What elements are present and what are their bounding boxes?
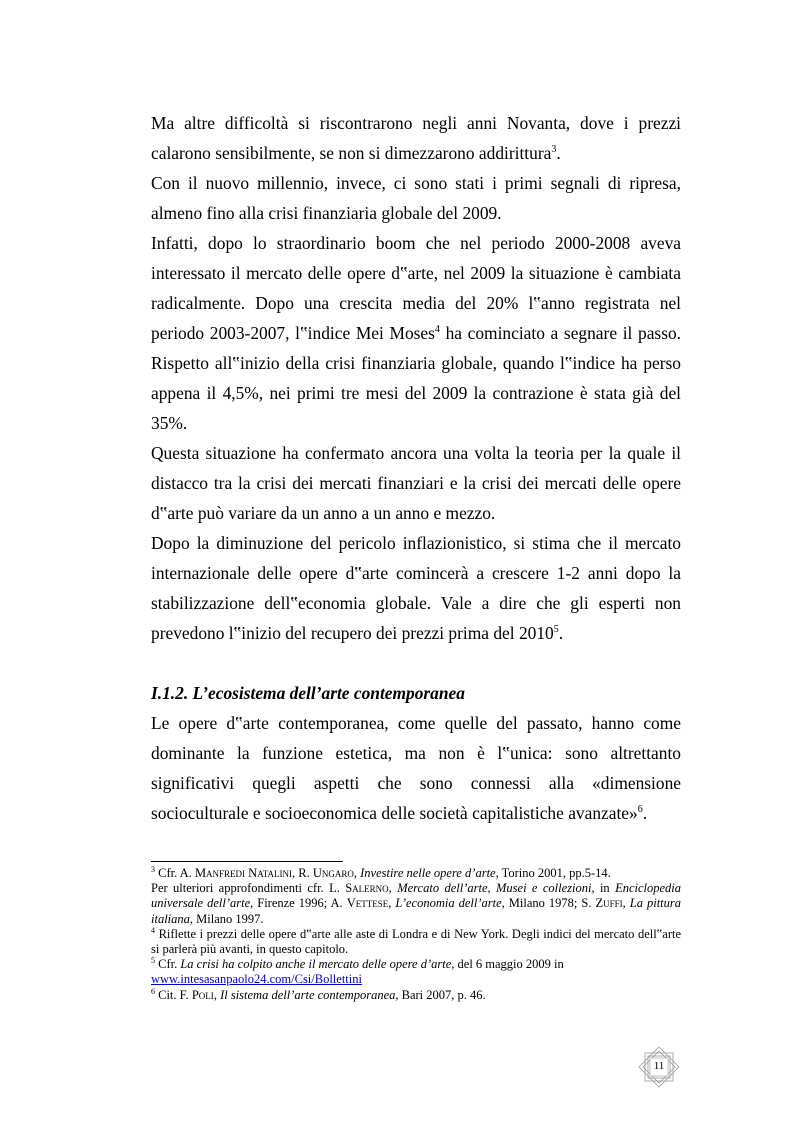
footnote-ref-6[interactable]: 6 [637,804,643,816]
footnotes [151,866,681,1003]
paragraph-2: Con il nuovo millennio, invece, ci sono stati i primi segnali di ripresa, almeno fino alla crisi finanziaria globale del 2009. [151,173,681,223]
footnote-ref-3[interactable]: 3 [551,144,557,156]
footnote-separator [151,861,343,862]
bollettini-link[interactable]: www.intesasanpaolo24.com/Csi/Bollettini [151,972,362,987]
page-number-badge [638,1046,680,1088]
footnote-5: $^5$ Cfr. La crisi ha colpito anche il mercato delle opere d’arte, del 6 maggio 2009 in www.intesasanpaolo24.com/Csi/Bollettini [151,956,564,987]
footnote-6: $^6$ Cit. F. Poli, Il sistema dell’arte contemporanea, Bari 2007, p. 46. [151,986,486,1002]
paragraph-1: Ma altre difficoltà si riscontrarono negli anni Novanta, dove i prezzi calarono sensibilmente, se non si dimezzarono addirittura$^3$. [151,113,681,163]
paragraph-6: Le opere d‟arte contemporanea, come quelle del passato, hanno come dominante la funzione estetica, ma non è l‟unica: sono altrettanto significativi quegli aspetti che sono connessi alla «dimensione socioculturale e socioeconomica delle società capitalistiche avanzate»$^6$. [151,713,681,823]
paragraph-5: Dopo la diminuzione del pericolo inflazionistico, si stima che il mercato internazionale delle opere d‟arte comincerà a crescere 1-2 anni dopo la stabilizzazione dell‟economia globale. Vale a dire che gli esperti non prevedono l‟inizio del recupero dei prezzi prima del 2010$^5$. [151,533,681,643]
footnote-3: $^3$ Cfr. A. Manfredi Natalini, R. Ungaro, Investire nelle opere d’arte, Torino 2001, pp.5-14. Per ulteriori approfondimenti cfr. L. Salerno, Mercato dell’arte, Musei e collezioni, in Enciclopedia universale dell’arte, Firenze 1996; A. Vettese, L’economia dell’arte, Milano 1978; S. Zuffi, La pittura italiana, Milano 1997. [151,864,682,926]
paragraph-3: Infatti, dopo lo straordinario boom che nel periodo 2000-2008 aveva interessato il mercato delle opere d‟arte, nel 2009 la situazione è cambiata radicalmente. Dopo una crescita media del 20% l‟anno registrata nel periodo 2003-2007, l‟indice Mei Moses$^4$ ha cominciato a segnare il passo. Rispetto all‟inizio della crisi finanziaria globale, quando l‟indice ha perso appena il 4,5%, nei primi tre mesi del 2009 la contrazione è stata già del 35%. [151,233,682,433]
footnote-ref-5[interactable]: 5 [553,624,559,636]
footnote-ref-4[interactable]: 4 [434,324,440,336]
footnote-4: $^4$ Riflette i prezzi delle opere d‟arte alle aste di Londra e di New York. Degli indici del mercato dell‟arte si parlerà più avanti, in questo capitolo. [151,925,681,957]
section-heading: I.1.2. L’ecosistema dell’arte contemporanea [151,683,465,703]
paragraph-4: Questa situazione ha confermato ancora una volta la teoria per la quale il distacco tra la crisi dei mercati finanziari e la crisi dei mercati delle opere d‟arte può variare da un anno a un anno e mezzo. [151,443,681,523]
body-text [151,108,681,828]
page-number: 11 [653,1060,665,1072]
